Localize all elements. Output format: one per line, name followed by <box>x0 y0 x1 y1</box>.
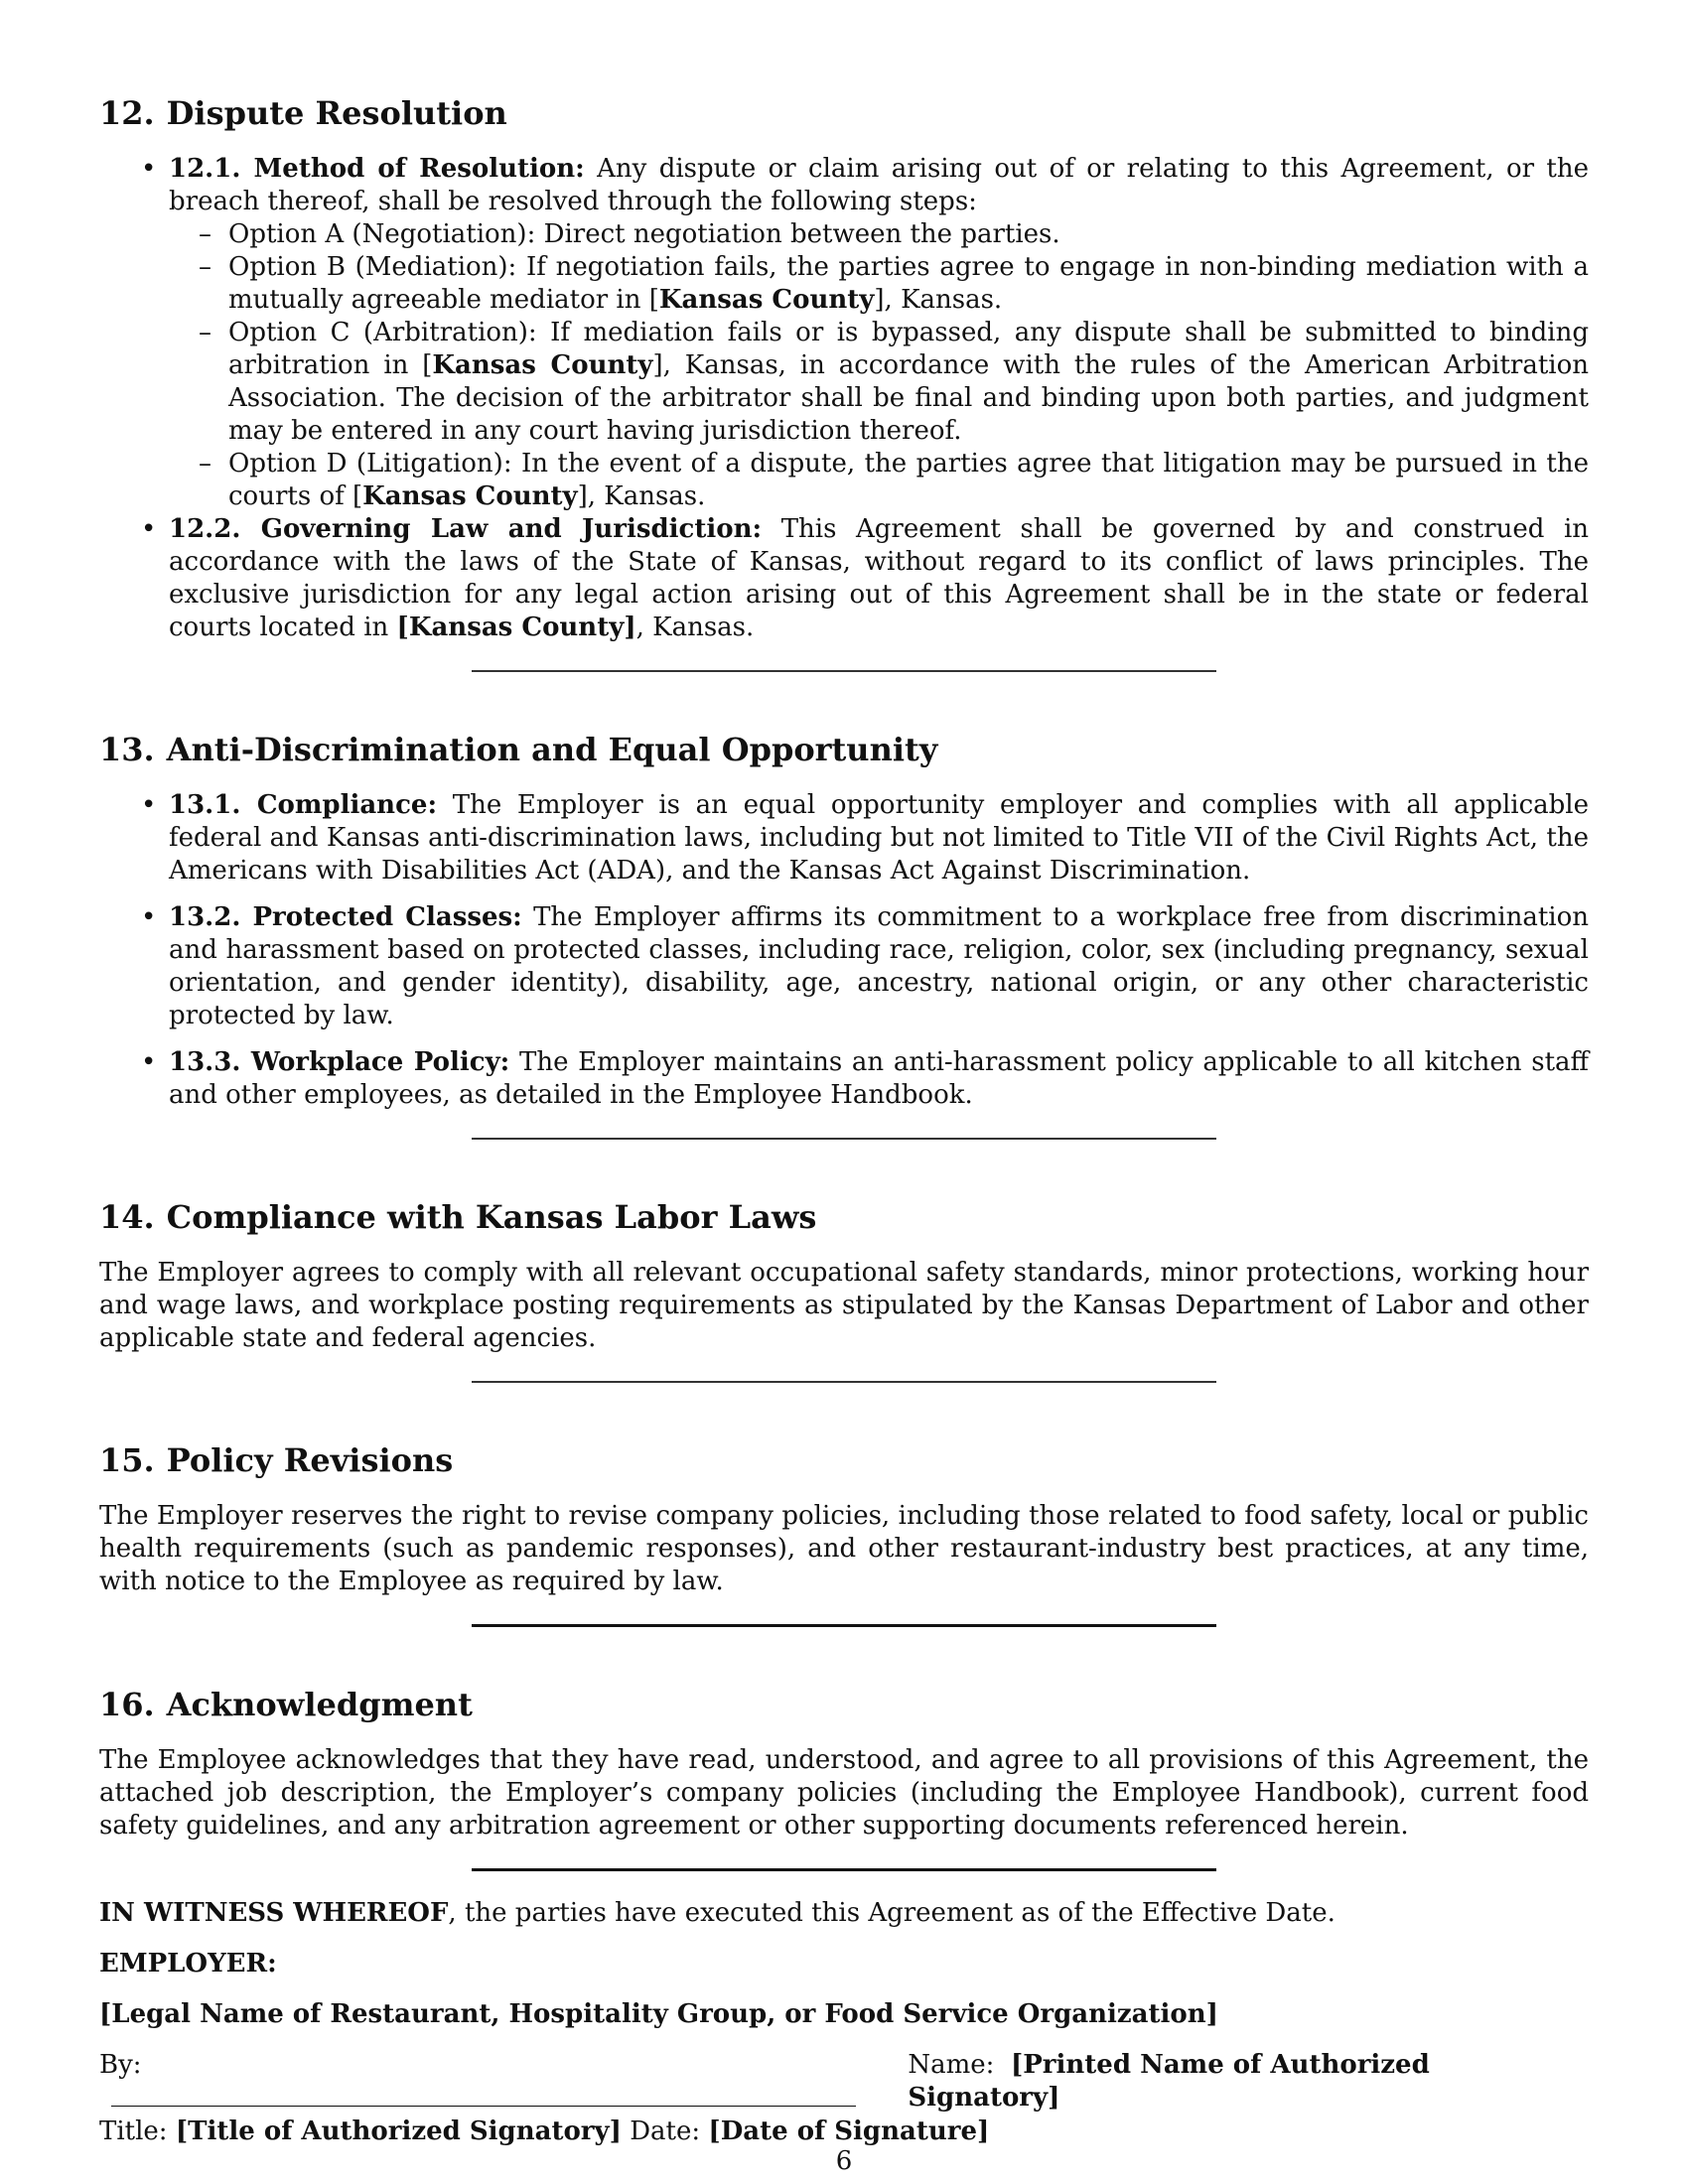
county-placeholder: Kansas County <box>658 285 875 315</box>
clause-13-2 <box>169 901 1589 1032</box>
section-title: Compliance with Kansas Labor Laws <box>166 1198 817 1236</box>
section-number: 15. <box>99 1441 155 1479</box>
county-placeholder: [Kansas County] <box>396 613 636 642</box>
option-text: Option B (Mediation): If negotiation fails, the parties agree to engage in non-binding mediation with a mutually agreeable mediator in [ <box>228 252 1589 315</box>
by-group <box>99 2049 908 2116</box>
section-title: Dispute Resolution <box>166 94 507 132</box>
section-paragraph: The Employer reserves the right to revise company policies, including those related to food safety, local or public health requirements (such as pandemic responses), and other restaurant-industry best practices, at any time, with notice to the Employee as required by law. <box>99 1501 1589 1596</box>
name-placeholder: [Printed Name of Authorized Signatory] <box>908 2050 1430 2113</box>
section-paragraph: The Employee acknowledges that they have read, understood, and agree to all provisions of this Agreement, the attached job description, the Employer’s company policies (including the Employee Handbook), current food safety guidelines, and any arbitration agreement or other supporting documents referenced herein. <box>99 1745 1589 1841</box>
clause-text: The Employer maintains an anti-harassment policy applicable to all kitchen staff and other employees, as detailed in the Employee Handbook. <box>169 1047 1590 1110</box>
signature-line[interactable] <box>111 2082 856 2107</box>
section-number: 16. <box>99 1686 155 1723</box>
title-date-row <box>99 2116 1589 2148</box>
name-label: Name: <box>908 2050 995 2080</box>
clause-list <box>99 789 1589 1112</box>
witness-heading: IN WITNESS WHEREOF <box>99 1898 449 1928</box>
title-label: Title: <box>99 2116 168 2146</box>
clause-label: 13.2. Protected Classes: <box>169 902 522 932</box>
clause-text: Any dispute or claim arising out of or relating to this Agreement, or the breach thereof, shall be resolved through the following steps: <box>169 154 1590 216</box>
clause-text: The Employer is an equal opportunity employer and complies with all applicable federal and Kansas anti-discrimination laws, including but not limited to Title VII of the Civil Rights Act, the Americans with Disabilities Act (ADA), and the Kansas Act Against Discrimination. <box>169 790 1589 886</box>
option-text: Option C (Arbitration): If mediation fails or is bypassed, any dispute shall be submitted to binding arbitration in [ <box>228 318 1589 380</box>
name-group <box>908 2049 1589 2116</box>
clause-text-end: , Kansas. <box>635 613 755 642</box>
option-a <box>228 218 1589 251</box>
option-text: Option A (Negotiation): Direct negotiation between the parties. <box>228 219 1060 249</box>
clause-13-1 <box>169 789 1589 887</box>
section-number: 14. <box>99 1198 155 1236</box>
signature-block <box>99 1897 1589 2148</box>
date-label: Date: <box>630 2116 701 2146</box>
option-b <box>228 251 1589 317</box>
title-placeholder: [Title of Authorized Signatory] <box>175 2116 622 2146</box>
section-16 <box>99 1683 1589 1843</box>
section-divider <box>472 1381 1216 1383</box>
page-content <box>99 91 1589 2148</box>
section-heading <box>99 1438 1589 1482</box>
by-label: By: <box>99 2050 142 2080</box>
county-placeholder: Kansas County <box>362 481 578 511</box>
option-text-end: ], Kansas. <box>577 481 706 511</box>
section-title: Anti-Discrimination and Equal Opportunity <box>166 731 938 768</box>
section-13 <box>99 728 1589 1112</box>
signature-row <box>99 2049 1589 2116</box>
section-15 <box>99 1438 1589 1598</box>
clause-text: This Agreement shall be governed by and construed in accordance with the laws of the State of Kansas, without regard to its conflict of laws principles. The exclusive jurisdiction for any legal action arising out of this Agreement shall be in the state or federal courts located in <box>169 514 1589 642</box>
section-title: Acknowledgment <box>166 1686 473 1723</box>
page-number: 6 <box>835 2146 853 2176</box>
section-14 <box>99 1195 1589 1355</box>
clause-text: The Employer affirms its commitment to a workplace free from discrimination and harassment based on protected classes, including race, religion, color, sex (including pregnancy, sexual orientation, and gender identity), disability, age, ancestry, national origin, or any other characteristic protected by law. <box>169 902 1590 1030</box>
option-d <box>228 448 1589 513</box>
option-text: Option D (Litigation): In the event of a dispute, the parties agree that litigation may be pursued in the courts of [ <box>228 449 1589 511</box>
option-c <box>228 317 1589 448</box>
section-divider <box>472 1624 1216 1627</box>
clause-label: 12.1. Method of Resolution: <box>169 154 585 184</box>
section-heading <box>99 91 1589 135</box>
section-divider <box>472 670 1216 672</box>
clause-list <box>99 153 1589 644</box>
section-heading <box>99 1683 1589 1726</box>
section-heading <box>99 1195 1589 1239</box>
section-number: 12. <box>99 94 155 132</box>
section-divider <box>472 1138 1216 1140</box>
option-text-end: ], Kansas, in accordance with the rules of the American Arbitration Association. The decision of the arbitrator shall be final and binding upon both parties, and judgment may be entered in any court having jurisdiction thereof. <box>228 350 1589 446</box>
section-divider <box>472 1868 1216 1871</box>
option-text-end: ], Kansas. <box>874 285 1003 315</box>
section-number: 13. <box>99 731 155 768</box>
county-placeholder: Kansas County <box>432 350 653 380</box>
employer-legal-name <box>99 1998 1589 2031</box>
date-placeholder: [Date of Signature] <box>708 2116 990 2146</box>
legal-name-placeholder: [Legal Name of Restaurant, Hospitality Group, or Food Service Organization] <box>99 1999 1218 2029</box>
clause-13-3 <box>169 1046 1589 1112</box>
clause-label: 13.3. Workplace Policy: <box>169 1047 510 1077</box>
section-heading <box>99 728 1589 771</box>
section-12 <box>99 91 1589 644</box>
clause-label: 13.1. Compliance: <box>169 790 438 820</box>
option-list <box>169 218 1589 513</box>
clause-label: 12.2. Governing Law and Jurisdiction: <box>169 514 763 544</box>
section-title: Policy Revisions <box>166 1441 454 1479</box>
witness-statement <box>99 1897 1589 1930</box>
witness-text: , the parties have executed this Agreement as of the Effective Date. <box>448 1898 1336 1928</box>
section-paragraph: The Employer agrees to comply with all relevant occupational safety standards, minor protections, working hour and wage laws, and workplace posting requirements as stipulated by the Kansas Department of Labor and other applicable state and federal agencies. <box>99 1258 1589 1353</box>
clause-12-2 <box>169 513 1589 644</box>
clause-12-1 <box>169 153 1589 513</box>
employer-label <box>99 1948 1589 1980</box>
employer-label-text: EMPLOYER: <box>99 1949 277 1979</box>
